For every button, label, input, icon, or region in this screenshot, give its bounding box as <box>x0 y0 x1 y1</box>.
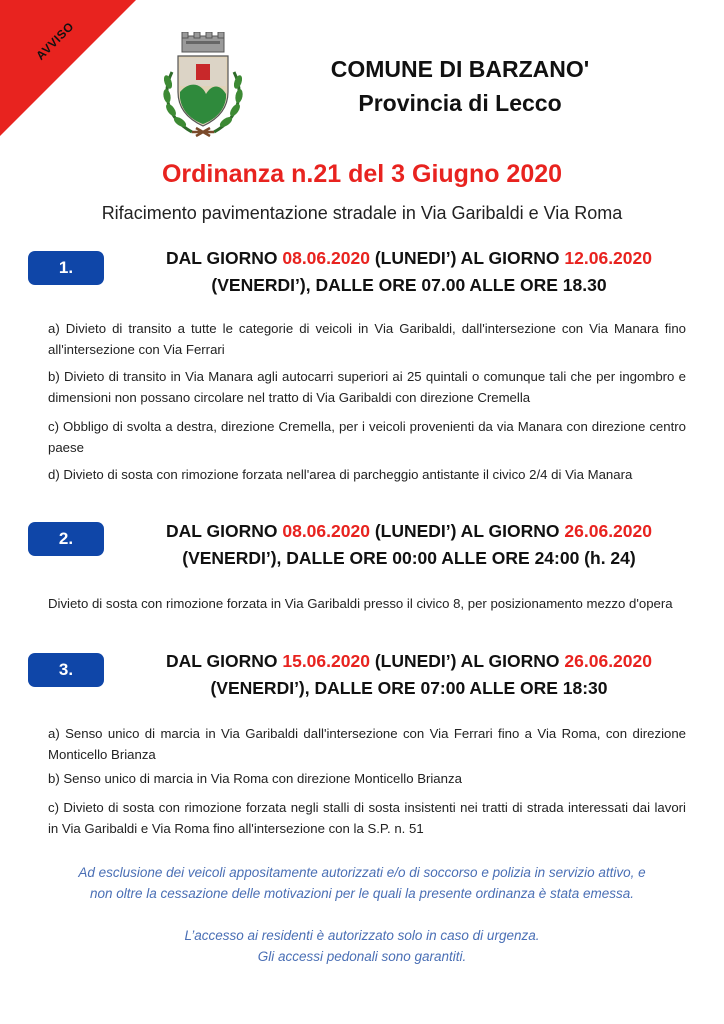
access-note <box>30 925 694 967</box>
section-heading <box>124 245 694 299</box>
heading-text: (LUNEDI’) AL GIORNO <box>369 651 565 671</box>
section-heading <box>124 518 694 572</box>
section-number-badge: 3. <box>28 653 104 687</box>
list-item: Divieto di sosta con rimozione forzata in Via Garibaldi presso il civico 8, per posizionamento mezzo d'opera <box>48 596 673 611</box>
exclusion-note-line: non oltre la cessazione delle motivazioni per le quali la presente ordinanza è stata emessa. <box>89 886 635 901</box>
municipality-header <box>270 52 650 120</box>
section-number-badge: 2. <box>28 522 104 556</box>
heading-text: DAL GIORNO <box>166 248 283 268</box>
section-heading-line2: (VENERDI’), DALLE ORE 00:00 ALLE ORE 24:00 (h. 24) <box>182 548 636 568</box>
list-item: d) Divieto di sosta con rimozione forzata nell'area di parcheggio antistante il civico 2/4 di Via Manara <box>48 467 633 482</box>
section-number-badge: 1. <box>28 251 104 285</box>
avviso-label: AVVISO <box>33 19 77 63</box>
start-date: 15.06.2020 <box>282 651 370 671</box>
list-item: c) Divieto di sosta con rimozione forzata negli stalli di sosta insistenti nei tratti di strada interessati dai lavori in Via Garibaldi e Via Roma fino all'intersezione con la S.P. n. 51 <box>48 800 686 836</box>
list-item: a) Divieto di transito a tutte le categorie di veicoli in Via Garibaldi, dall'intersezione con Via Manara fino all'intersezione con Via Ferrari <box>48 321 686 357</box>
list-item: c) Obbligo di svolta a destra, direzione Cremella, per i veicoli provenienti da via Manara con direzione centro paese <box>48 419 686 455</box>
section-heading-line1 <box>124 648 694 675</box>
exclusion-note-line: Ad esclusione dei veicoli appositamente autorizzati e/o di soccorso e polizia in servizio attivo, e <box>78 865 646 880</box>
ordinance-title: Ordinanza n.21 del 3 Giugno 2020 <box>161 160 563 188</box>
end-date: 26.06.2020 <box>564 521 652 541</box>
heading-text: (LUNEDI’) AL GIORNO <box>369 248 565 268</box>
section-heading-line2: (VENERDI’), DALLE ORE 07:00 ALLE ORE 18:30 <box>210 678 608 698</box>
heading-text: DAL GIORNO <box>166 521 283 541</box>
heading-text: (LUNEDI’) AL GIORNO <box>369 521 565 541</box>
heading-text: DAL GIORNO <box>166 651 283 671</box>
exclusion-note <box>30 862 694 904</box>
list-item: b) Senso unico di marcia in Via Roma con direzione Monticello Brianza <box>48 771 462 786</box>
start-date: 08.06.2020 <box>282 248 370 268</box>
access-note-line: L’accesso ai residenti è autorizzato solo in caso di urgenza. <box>184 928 540 943</box>
section-heading-line1 <box>124 245 694 272</box>
coat-of-arms-icon <box>158 32 248 140</box>
list-item: a) Senso unico di marcia in Via Garibaldi dall'intersezione con Via Ferrari fino a Via Roma, con direzione Monticello Brianza <box>48 726 686 762</box>
list-item: b) Divieto di transito in Via Manara agli autocarri superiori ai 25 quintali o comunque tali che per ingombro e dimensioni non possano circolare nel tratto di Via Garibaldi con direzione Cremella <box>48 369 686 405</box>
province-name: Provincia di Lecco <box>358 90 562 116</box>
section-heading <box>124 648 694 702</box>
access-note-line: Gli accessi pedonali sono garantiti. <box>257 949 467 964</box>
section-heading-line1 <box>124 518 694 545</box>
end-date: 26.06.2020 <box>564 651 652 671</box>
ordinance-subtitle: Rifacimento pavimentazione stradale in Via Garibaldi e Via Roma <box>101 203 623 223</box>
section-heading-line2: (VENERDI’), DALLE ORE 07.00 ALLE ORE 18.30 <box>211 275 607 295</box>
municipality-name: COMUNE DI BARZANO' <box>330 56 590 82</box>
start-date: 08.06.2020 <box>282 521 370 541</box>
end-date: 12.06.2020 <box>564 248 652 268</box>
